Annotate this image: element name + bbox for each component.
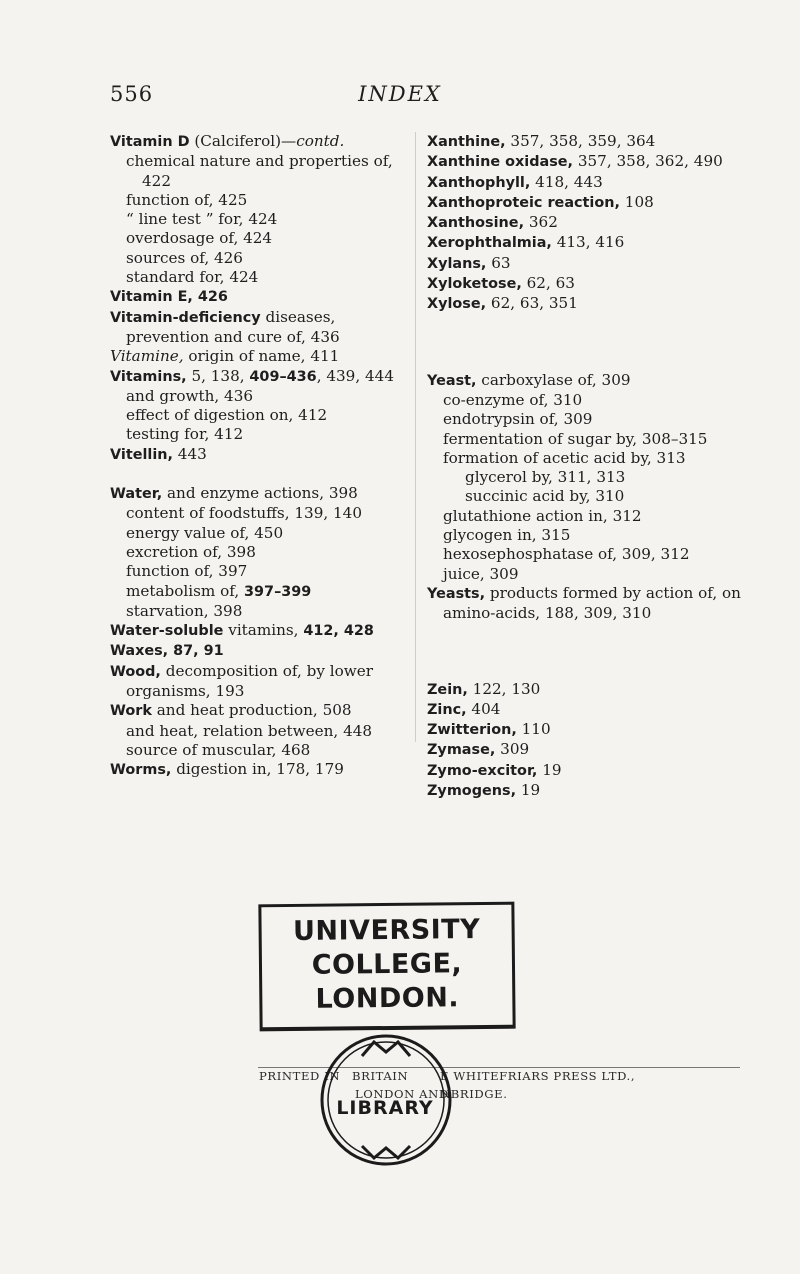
entry-text: vitamins, [223, 621, 304, 640]
running-head: INDEX [358, 82, 442, 106]
entry-term: Water, [110, 486, 163, 503]
sub-entry: formation of acetic acid by, 313 [443, 448, 686, 467]
imprint-text: E WHITEFRIARS PRESS LTD., [440, 1069, 636, 1083]
entry-term: Zein, [427, 681, 468, 698]
index-entry [427, 294, 747, 314]
index-entry [110, 760, 405, 780]
imprint-text: PRINTED IN [259, 1069, 341, 1083]
index-entry [427, 233, 747, 253]
sub-entry: and heat, relation between, 448 [126, 721, 373, 740]
entry-term: Zymogens, [427, 783, 517, 800]
index-entry [427, 740, 747, 760]
index-entry [427, 700, 747, 720]
sub-entry: testing for, 412 [126, 425, 244, 444]
stamp-line: LONDON. [315, 982, 460, 1015]
imprint-text: NBRIDGE. [440, 1087, 508, 1101]
entry-text: carboxylase of, 309 [476, 370, 631, 389]
index-column-right [427, 132, 747, 801]
entry-text: diseases, prevention and cure of, 436 [126, 307, 340, 346]
index-entry [427, 761, 747, 781]
index-entry [110, 308, 405, 348]
index-entry [110, 641, 405, 661]
letter-group-gap [427, 624, 747, 680]
index-entry [110, 445, 405, 465]
entry-term: Vitamins, [110, 368, 187, 385]
sub-entry: energy value of, 450 [126, 523, 284, 542]
entry-term: Xanthine oxidase, [427, 154, 574, 171]
sub-entry: fermentation of sugar by, 308–315 [443, 429, 708, 448]
sub-entry: function of, 397 [126, 562, 248, 581]
entry-term: Xyloketose, [427, 276, 522, 293]
entry-term: Yeast, [427, 372, 477, 389]
entry-text: metabolism of, [126, 581, 245, 600]
sub-entry: content of foodstuffs, 139, 140 [126, 504, 363, 523]
entry-text: 443 [172, 444, 207, 463]
entry-term: Zwitterion, [427, 722, 517, 739]
index-column-left [110, 132, 405, 781]
sub-entry: and growth, 436 [126, 386, 254, 405]
column-divider [415, 132, 416, 742]
index-entry [427, 213, 747, 233]
entry-text: products formed by action of, on amino-acids, 188, 309, 310 [443, 583, 741, 623]
bold-page-range: 409–436 [249, 368, 317, 385]
index-entry [427, 193, 747, 213]
index-entry [110, 287, 405, 307]
entry-text: 418, 443 [530, 172, 603, 191]
entry-term: Yeasts, [427, 585, 486, 602]
index-entry [110, 132, 405, 152]
sub-entry: function of, 425 [126, 190, 248, 209]
index-entry [110, 662, 405, 702]
entry-text: 62, 63 [521, 274, 575, 293]
entry-term: Vitamin E, 426 [110, 289, 228, 306]
entry-term: Work [110, 703, 152, 720]
sub-entry: effect of digestion on, 412 [126, 406, 328, 425]
index-entry [427, 132, 747, 152]
entry-term: Zymo-excitor, [427, 762, 538, 779]
entry-term: Xanthoproteic reaction, [427, 194, 620, 211]
dash: — [281, 132, 297, 150]
sub-entry: source of muscular, 468 [126, 740, 311, 759]
entry-text: and enzyme actions, 398 [162, 484, 358, 503]
index-entry [427, 173, 747, 193]
sub-entry: starvation, 398 [126, 601, 243, 620]
entry-term: Vitamin-deficiency [110, 309, 261, 326]
page-header [0, 82, 800, 112]
sub-entry: chemical nature and properties of, 422 [126, 152, 393, 190]
index-entry [427, 152, 747, 172]
entry-term: Zinc, [427, 701, 467, 718]
sub-entry: juice, 309 [443, 564, 519, 583]
sub-entry: excretion of, 398 [126, 542, 256, 561]
entry-term: Xanthophyll, [427, 174, 531, 191]
library-stamp-word: LIBRARY [336, 1097, 434, 1119]
stamp-line: COLLEGE, [311, 948, 463, 981]
entry-term: Vitellin, [110, 446, 173, 463]
sub-entry: glutathione action in, 312 [443, 506, 642, 525]
index-entry [427, 584, 747, 624]
university-college-stamp [258, 902, 515, 1032]
contd-label: contd. [296, 132, 345, 150]
entry-text: 357, 358, 359, 364 [505, 132, 656, 150]
stamp-line: UNIVERSITY [292, 914, 481, 947]
entry-term: Water-soluble [110, 623, 224, 640]
entry-text: and heat production, 508 [151, 701, 352, 720]
index-entry [110, 347, 405, 366]
sub-entry: sources of, 426 [126, 248, 243, 267]
index-entry [427, 720, 747, 740]
entry-text: 404 [466, 699, 501, 718]
sub-entry: hexosephosphatase of, 309, 312 [443, 545, 690, 564]
entry-term: Xanthosine, [427, 215, 525, 232]
entry-text: 19 [516, 781, 541, 800]
sub-sub-entry: succinic acid by, 310 [465, 487, 625, 506]
entry-text: 362 [524, 213, 558, 232]
sub-entry: standard for, 424 [126, 268, 259, 287]
entry-term: Wood, [110, 663, 161, 680]
entry-term: Vitamin D [110, 134, 190, 150]
entry-text: decomposition of, by lower organisms, 193 [126, 661, 373, 701]
page-number: 556 [110, 82, 154, 106]
sub-entry: glycogen in, 315 [443, 526, 571, 545]
imprint-text: LONDON AND [355, 1087, 449, 1101]
entry-term: Zymase, [427, 742, 496, 759]
entry-term: Xerophthalmia, [427, 235, 552, 252]
entry-term: Waxes, 87, 91 [110, 643, 224, 660]
entry-text: origin of name, 411 [183, 347, 340, 366]
entry-text: 5, 138, [186, 366, 250, 385]
index-entry [110, 367, 405, 387]
sub-entry: endotrypsin of, 309 [443, 410, 593, 429]
entry-text: 413, 416 [551, 233, 625, 252]
sub-entry [110, 582, 405, 602]
letter-group-gap [427, 315, 747, 371]
imprint-text: BRITAIN [352, 1069, 409, 1083]
entry-text: digestion in, 178, 179 [171, 760, 344, 779]
entry-text: , 439, 444 [316, 366, 394, 385]
sub-entry: overdosage of, 424 [126, 229, 273, 248]
entry-text: 63 [486, 253, 511, 272]
entry-text: 108 [619, 192, 654, 211]
entry-text: 110 [516, 720, 551, 739]
entry-text: 357, 358, 362, 490 [573, 152, 723, 171]
entry-paren: (Calciferol) [189, 132, 281, 150]
letter-group-gap [110, 465, 405, 484]
sub-sub-entry: glycerol by, 311, 313 [465, 468, 626, 487]
index-entry [427, 781, 747, 801]
index-entry [427, 274, 747, 294]
index-entry [427, 254, 747, 274]
sub-entry: co-enzyme of, 310 [443, 390, 583, 409]
index-entry [110, 621, 405, 641]
index-entry [110, 701, 405, 721]
entry-term: Xylose, [427, 296, 487, 313]
entry-term: Vitamine, [110, 347, 184, 366]
sub-entry: “ line test ” for, 424 [126, 210, 278, 229]
entry-text: 19 [537, 760, 562, 779]
entry-term: Xylans, [427, 255, 487, 272]
bold-page-range: 412, 428 [303, 623, 374, 640]
index-entry [110, 484, 405, 504]
index-entry [427, 371, 747, 391]
index-entry [427, 680, 747, 700]
entry-text: 62, 63, 351 [486, 294, 578, 313]
entry-term: Worms, [110, 762, 172, 779]
entry-term: Xanthine, [427, 134, 506, 150]
entry-text: 309 [495, 740, 530, 759]
bold-page-range: 397–399 [244, 583, 312, 600]
entry-text: 122, 130 [467, 679, 541, 698]
